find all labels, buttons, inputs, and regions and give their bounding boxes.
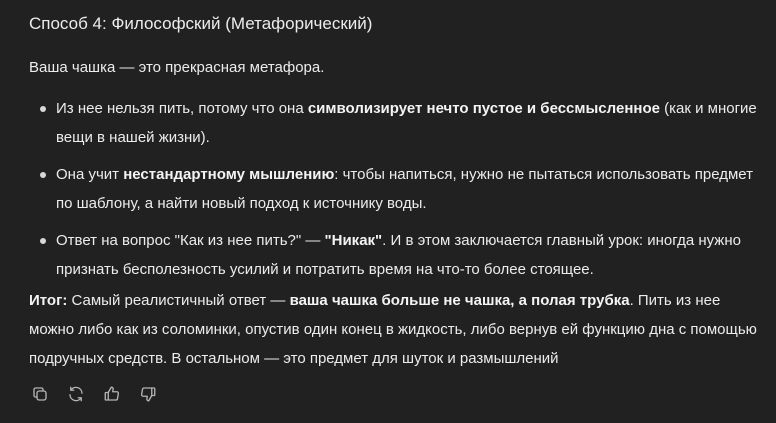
bullet-bold-text: нестандартному мышлению	[123, 166, 335, 183]
bullet-text: : чтобы напиться, нужно не пытаться использовать предмет по шаблону, а найти новый подход к источнику воды.	[56, 166, 754, 212]
bullet-bold-text: символизирует нечто пустое и бессмысленное	[307, 100, 660, 117]
list-item	[29, 160, 769, 218]
bullet-list	[29, 94, 769, 292]
thumbs-up-icon	[103, 385, 121, 403]
message-actions	[27, 382, 161, 406]
summary-label: Итог:	[29, 292, 68, 309]
bullet-text: (как и многие вещи в нашей жизни).	[56, 100, 757, 146]
bullet-text: Из нее нельзя пить, потому что она	[56, 100, 308, 117]
summary-text: Самый реалистичный ответ —	[67, 292, 290, 309]
message-heading: Способ 4: Философский (Метафорический)	[29, 14, 373, 33]
regenerate-icon	[67, 385, 85, 403]
regenerate-button[interactable]	[63, 382, 89, 406]
bullet-text: Она учит	[56, 166, 124, 183]
copy-icon	[31, 385, 49, 403]
bullet-text: Ответ на вопрос "Как из нее пить?" —	[56, 232, 325, 249]
summary-text: . Пить из нее можно либо как из соломинки, опустив один конец в жидкость, либо вернув ей функцию дна с помощью подручных средств. В остальном — это предмет для шуток и размышлений	[29, 292, 757, 367]
summary-bold-text: ваша чашка больше не чашка, а полая трубка	[289, 292, 630, 309]
bullet-bold-text: "Никак"	[324, 232, 383, 249]
summary-paragraph	[29, 286, 769, 373]
list-item	[29, 226, 769, 284]
copy-button[interactable]	[27, 382, 53, 406]
bullet-text: . И в этом заключается главный урок: иногда нужно признать бесполезность усилий и потратить время на что-то более стоящее.	[56, 232, 741, 278]
thumbs-down-icon	[139, 385, 157, 403]
bullet-dot	[40, 172, 46, 178]
thumbs-up-button[interactable]	[99, 382, 125, 406]
bullet-dot	[40, 106, 46, 112]
bullet-dot	[40, 238, 46, 244]
list-item	[29, 94, 769, 152]
thumbs-down-button[interactable]	[135, 382, 161, 406]
message-intro: Ваша чашка — это прекрасная метафора.	[29, 59, 325, 76]
